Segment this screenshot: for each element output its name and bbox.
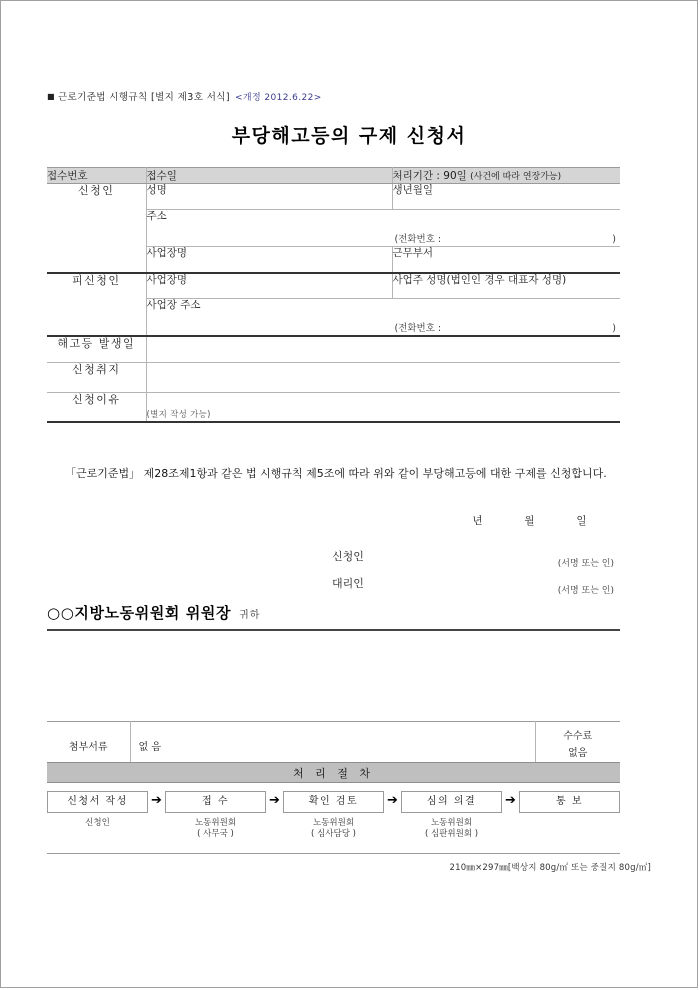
process-step-5: [519, 791, 620, 818]
applicant-phone-close-paren: ): [612, 234, 616, 246]
law-reference-line: [47, 89, 322, 103]
process-flow: [47, 791, 620, 841]
application-form-table: [47, 167, 620, 423]
footer-divider: [47, 853, 620, 854]
applicant-address-label: 주소: [146, 210, 167, 222]
process-step-4-sub-line2: ( 심판위원회 ): [424, 829, 479, 840]
dismissal-date-label: 해고등 발생일: [47, 336, 146, 362]
arrow-3-icon: ➔: [387, 793, 398, 808]
signature-block: [47, 513, 620, 598]
process-step-4-sub-line1: 노동위원회: [430, 818, 473, 828]
arrow-2-icon: ➔: [269, 793, 280, 808]
month-label[interactable]: 월: [524, 515, 536, 527]
addressee-line: [47, 602, 620, 631]
bullet-square-icon: ■: [47, 92, 55, 101]
respondent-workplace-field[interactable]: 사업장명: [146, 273, 392, 299]
respondent-phone-label: (전화번호 :: [394, 323, 442, 335]
process-step-3-box[interactable]: 확인 검토: [283, 791, 384, 813]
agent-signature-role: 대리인: [332, 577, 364, 590]
process-step-1-sub: [47, 818, 148, 829]
respondent-address-label: 사업장 주소: [146, 299, 201, 311]
addressee-honorific: 귀하: [239, 610, 261, 621]
law-reference-text: 근로기준법 시행규칙 [별지 제3호 서식]: [57, 92, 230, 103]
applicant-name-field[interactable]: 성명: [146, 184, 392, 210]
process-step-2-sub-line1: 노동위원회: [194, 818, 237, 828]
process-step-3: [283, 791, 384, 841]
day-label[interactable]: 일: [576, 515, 588, 527]
process-step-1-box[interactable]: 신청서 작성: [47, 791, 148, 813]
applicant-side-label: 신청인: [47, 184, 146, 273]
process-step-2-sub: [165, 818, 266, 841]
purpose-label: 신청취지: [47, 362, 146, 392]
process-step-3-sub: [283, 818, 384, 841]
dismissal-date-field[interactable]: [146, 336, 620, 362]
applicant-name-row: [47, 184, 620, 210]
arrow-1-icon: ➔: [151, 793, 162, 808]
page-title: 부당해고등의 구제 신청서: [231, 125, 467, 147]
process-step-4-box[interactable]: 심의 의결: [401, 791, 502, 813]
process-step-3-sub-line2: ( 심사담당 ): [311, 829, 356, 840]
process-step-2-sub-line2: ( 사무국 ): [197, 829, 234, 840]
respondent-phone-close-paren: ): [612, 323, 616, 335]
process-step-3-sub-line1: 노동위원회: [312, 818, 355, 828]
addressee-office: ○○지방노동위원회 위원장: [47, 604, 232, 622]
receipt-header-row: [47, 168, 620, 184]
processing-period-note: (사건에 따라 연장가능): [470, 172, 562, 182]
agent-signature-row: [47, 571, 620, 598]
applicant-birth-field[interactable]: 생년월일: [392, 184, 620, 210]
agent-signature-seal[interactable]: (서명 또는 인): [557, 586, 614, 596]
paper-specification-note: 210㎜×297㎜[백상지 80g/㎡ 또는 중질지 80g/㎡]: [449, 863, 651, 873]
applicant-workplace-field[interactable]: 사업장명: [146, 247, 392, 273]
receipt-date-label: 접수일: [146, 168, 392, 184]
arrow-4-icon: ➔: [505, 793, 516, 808]
process-section-title: 처 리 절 차: [47, 762, 620, 783]
reason-label: 신청이유: [47, 392, 146, 422]
applicant-address-field[interactable]: [146, 210, 620, 247]
respondent-owner-field[interactable]: 사업주 성명(법인인 경우 대표자 성명): [392, 273, 620, 299]
applicant-signature-seal[interactable]: (서명 또는 인): [557, 559, 614, 569]
applicant-phone-field[interactable]: [147, 234, 621, 246]
reason-attachment-note: (별지 작성 가능): [146, 409, 211, 420]
reason-row: [47, 392, 620, 422]
year-label[interactable]: 년: [472, 515, 484, 527]
date-line: [47, 513, 620, 528]
receipt-number-label: 접수번호: [47, 168, 146, 184]
attachment-label: 첨부서류: [47, 722, 130, 770]
respondent-phone-field[interactable]: [147, 323, 621, 335]
purpose-row: [47, 362, 620, 392]
applicant-signature-role: 신청인: [332, 550, 364, 563]
process-step-2-box[interactable]: 접 수: [165, 791, 266, 813]
revision-note: <개정 2012.6.22>: [234, 93, 322, 103]
respondent-side-label: 피신청인: [47, 273, 146, 337]
fee-label: 수수료: [563, 731, 593, 742]
applicant-department-field[interactable]: 근무부서: [392, 247, 620, 273]
legal-statement: 「근로기준법」 제28조제1항과 같은 법 시행규칙 제5조에 따라 위와 같이 부당해고등에 대한 구제를 신청합니다.: [65, 467, 607, 480]
process-step-4-sub: [401, 818, 502, 841]
reason-field[interactable]: [146, 392, 620, 422]
dismissal-date-row: [47, 336, 620, 362]
processing-period-label: 처리기간 : 90일: [392, 170, 467, 182]
process-step-2: [165, 791, 266, 841]
purpose-field[interactable]: [146, 362, 620, 392]
applicant-signature-row: [47, 544, 620, 571]
process-step-4: [401, 791, 502, 841]
fee-value: 없음: [568, 748, 588, 759]
respondent-address-field[interactable]: [146, 299, 620, 337]
process-step-1-sub-line1: 신청인: [85, 818, 110, 828]
processing-period-cell: [392, 168, 620, 184]
attachment-value: 없 음: [130, 722, 535, 770]
applicant-phone-label: (전화번호 :: [394, 234, 442, 246]
process-step-1: [47, 791, 148, 829]
process-step-5-box[interactable]: 통 보: [519, 791, 620, 813]
respondent-workplace-row: [47, 273, 620, 299]
